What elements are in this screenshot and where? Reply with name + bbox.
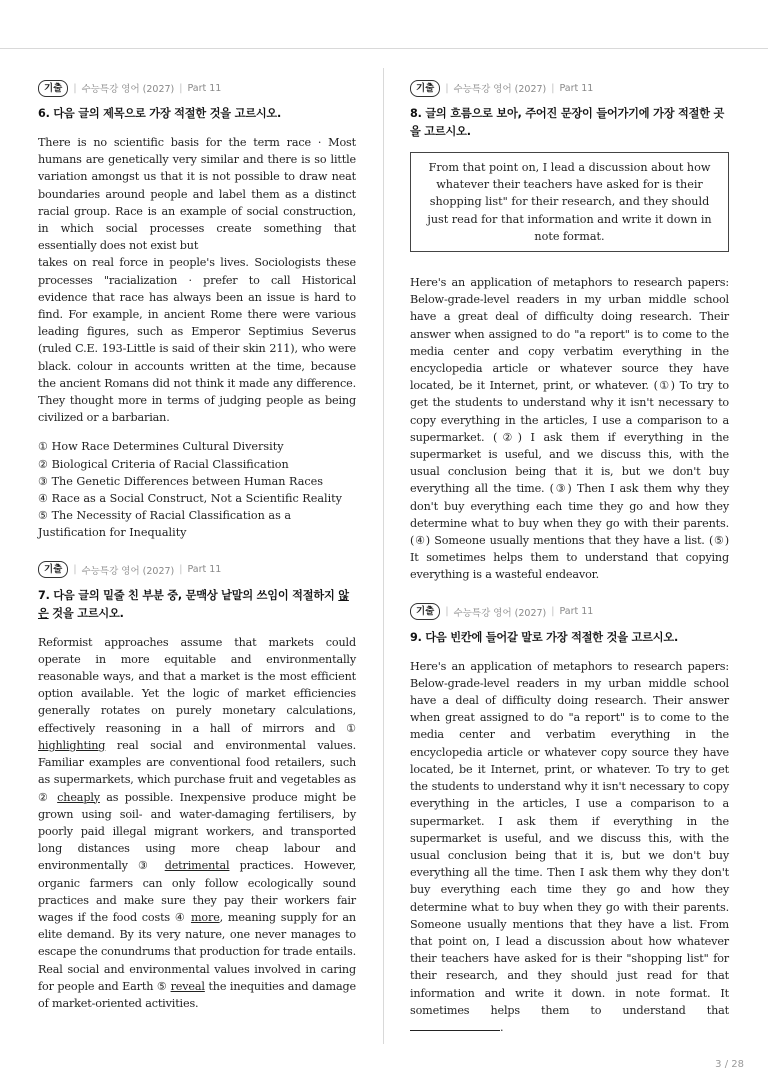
sentence-end: . bbox=[500, 1020, 504, 1034]
meta-separator: | bbox=[73, 82, 77, 94]
meta-separator: | bbox=[445, 82, 449, 94]
question-9 bbox=[410, 602, 729, 1036]
passage-paragraph: takes on real force in people's lives. Sociologists these processes "racialization · prefer to call Historical evidence that race has always been an issue is hard to find. For example, in ancient Rome there were various leading figures, such as Emperor Septimius Severus (ruled C.E. 193-Little is said of their skin 211), who were black. colour in accounts written at the time, because the ancient Romans did not think it made any difference. They thought more in terms of judging people as being civilized or a barbarian. bbox=[38, 256, 356, 425]
underlined-word-3: detrimental bbox=[164, 859, 230, 873]
source-label: 수능특강 영어 (2027) bbox=[81, 84, 175, 95]
passage-text: Reformist approaches assume that markets could operate in more equitable and environmentally reasonable ways, and that a market is the most efficient option available. Yet the logic of market efficiencies generally rotates on purely monetary calculations, effectively reasoning in a hall of mirrors and ① bbox=[38, 635, 356, 735]
column-divider bbox=[383, 68, 384, 1044]
title-underlined-word: 않은 bbox=[38, 588, 349, 620]
answer-option[interactable]: ① How Race Determines Cultural Diversity bbox=[38, 440, 284, 454]
underlined-word-1: highlighting bbox=[38, 738, 106, 752]
passage-text: as possible. Inexpensive produce might be grown using soil- and water-damaging fertilisers, by poorly paid illegal migrant workers, and transported long distances using more cheap labour and environmentally ③ bbox=[38, 790, 356, 873]
past-exam-badge: 기출 bbox=[38, 80, 68, 97]
title-text: 7. 다음 글의 밑줄 친 부분 중, 문맥상 낱말의 쓰임이 적절하지 bbox=[38, 588, 339, 602]
page-number: 3 / 28 bbox=[715, 1059, 744, 1070]
underlined-word-5: reveal bbox=[170, 979, 205, 993]
underlined-word-2: cheaply bbox=[57, 790, 100, 804]
header-divider bbox=[0, 48, 768, 49]
question-meta bbox=[410, 78, 729, 98]
question-7 bbox=[38, 560, 356, 1012]
meta-separator: | bbox=[445, 606, 449, 618]
right-column bbox=[410, 78, 729, 1054]
source-label: 수능특강 영어 (2027) bbox=[453, 84, 547, 95]
passage-paragraph bbox=[38, 634, 356, 1012]
passage-text: , meaning supply for an elite demand. By its very nature, one never manages to escape the conundrums that production for trade entails. Real social and environmental values involved in caring for people and Earth ⑤ bbox=[38, 910, 356, 993]
given-sentence-box: From that point on, I lead a discussion about how whatever their teachers have asked for is their shopping list" for their research, and they should just read for that information and write it down in note format. bbox=[410, 152, 729, 252]
question-title: 9. 다음 빈칸에 들어갈 말로 가장 적절한 것을 고르시오. bbox=[410, 630, 678, 644]
answer-blank bbox=[410, 1020, 500, 1031]
meta-separator: | bbox=[551, 82, 555, 94]
question-8 bbox=[410, 78, 729, 584]
meta-separator: | bbox=[179, 564, 183, 576]
source-label: 수능특강 영어 (2027) bbox=[453, 607, 547, 619]
past-exam-badge: 기출 bbox=[38, 561, 68, 578]
meta-separator: | bbox=[73, 564, 77, 576]
passage-text: practices. However, organic farmers can only follow ecologically sound practices and make sure they pay their workers fair wages if the food costs ④ bbox=[38, 859, 356, 924]
meta-separator: | bbox=[179, 82, 183, 94]
question-title: 6. 다음 글의 제목으로 가장 적절한 것을 고르시오. bbox=[38, 107, 282, 120]
answer-options bbox=[38, 438, 356, 541]
question-meta bbox=[38, 78, 356, 98]
question-6 bbox=[38, 78, 356, 542]
passage-paragraph bbox=[410, 658, 729, 1036]
underlined-word-4: more bbox=[190, 910, 220, 924]
passage-text: real social and environmental values. Familiar examples are conventional food retailers, such as supermarkets, which purchase fruit and vegetables as ② bbox=[38, 738, 356, 804]
question-title: 8. 글의 흐름으로 보아, 주어진 문장이 들어가기에 가장 적절한 곳을 고르시오. bbox=[410, 107, 725, 138]
title-text: 것을 고르시오. bbox=[48, 606, 124, 620]
passage-paragraph: Here's an application of metaphors to research papers: Below-grade-level readers in my urban middle school have a great deal of difficulty doing research. Their answer when assigned to do "a report" is to come to the media center and copy verbatim everything in the encyclopedia article or whatever source they have located, be it Internet, print, or whatever. (①) To try to get the students to understand why it isn't necessary to copy everything in the articles, I use a comparison to a supermarket. (②) I ask them if everything in the supermarket is useful, and we discuss this, with the usual conclusion being that it is, but we don't buy everything all the time. (③) Then I ask them why they don't buy everything each time they go and how they determine what to buy when they go with their parents. (④) Someone usually mentions that they have a list. (⑤) It sometimes helps them to understand that copying everything is a wasteful endeavor. bbox=[410, 276, 729, 582]
question-meta bbox=[38, 560, 356, 580]
past-exam-badge: 기출 bbox=[410, 80, 440, 97]
left-column bbox=[38, 78, 356, 1030]
passage-text: the inequities and damage of market-oriented activities. bbox=[38, 979, 356, 1010]
part-label: Part 11 bbox=[559, 606, 594, 618]
meta-separator: | bbox=[551, 606, 555, 618]
question-title bbox=[38, 587, 356, 623]
source-label: 수능특강 영어 (2027) bbox=[81, 565, 175, 577]
answer-option[interactable]: ⑤ The Necessity of Racial Classification as a Justification for Inequality bbox=[38, 509, 292, 540]
part-label: Part 11 bbox=[187, 82, 222, 94]
part-label: Part 11 bbox=[187, 564, 222, 576]
passage-text: Here's an application of metaphors to research papers: Below-grade-level readers in my urban middle school have a deal of difficulty doing research. Their answer when great assigned to do "a report" is to come to the media center and verbatim everything in the encyclopedia article or whatever copy source they have located, be it Internet, print, or whatever. To try to get the students to understand why it isn't necessary to copy everything in the articles, I use a comparison to a supermarket. I ask them if everything in the supermarket is useful, and we discuss this, with the usual conclusion being that it is, but we don't buy everything all the time. Then I ask them why they don't buy everything each time they go and how they determine what to buy when they go with their parents. Someone usually mentions that they have a list. From that point on, I lead a discussion about how whatever their teachers have asked for is their "shopping list" for their research, and they should just read for that information and write it down. in note format. It sometimes helps them to understand that bbox=[410, 659, 729, 1017]
part-label: Part 11 bbox=[559, 82, 594, 94]
past-exam-badge: 기출 bbox=[410, 603, 440, 620]
question-meta bbox=[410, 602, 729, 622]
passage-paragraph: There is no scientific basis for the term race · Most humans are genetically very similar and there is so little variation amongst us that it is not possible to draw neat boundaries around people and label them as a distinct racial group. Race is an example of social construction, in which social processes create something that essentially does not exist but bbox=[38, 136, 356, 253]
answer-option[interactable]: ② Biological Criteria of Racial Classification bbox=[38, 457, 289, 471]
answer-option[interactable]: ④ Race as a Social Construct, Not a Scientific Reality bbox=[38, 492, 342, 506]
answer-option[interactable]: ③ The Genetic Differences between Human Races bbox=[38, 474, 324, 488]
